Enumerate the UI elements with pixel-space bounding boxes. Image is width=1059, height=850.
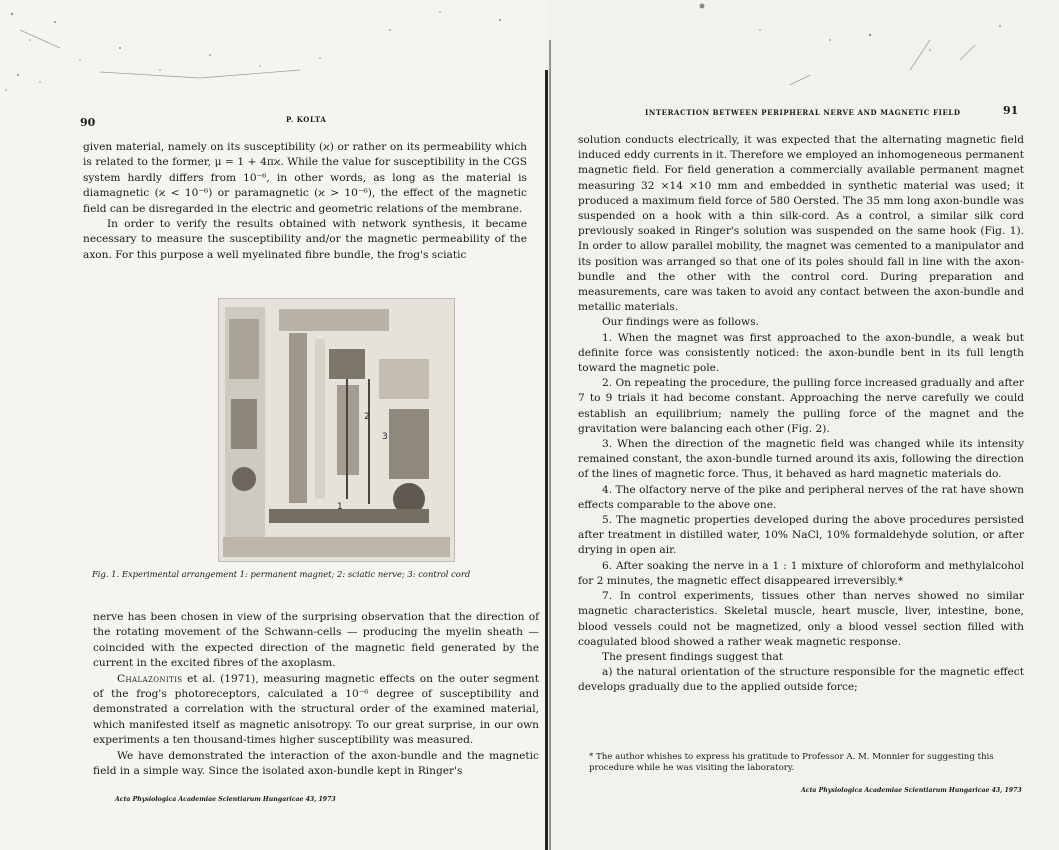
svg-text:2: 2 <box>364 412 370 422</box>
paragraph: In order to verify the results obtained with network synthesis, it became necessary to measure the susceptibility and/or the magnetic permeability of the axon. For this purpose a well myelinated fibre bundle, the frog's sciatic <box>83 218 527 261</box>
book-gutter <box>545 70 548 850</box>
running-head: P. KOLTA <box>286 115 327 124</box>
svg-text:3: 3 <box>382 432 388 442</box>
page-number: 90 <box>80 116 96 129</box>
finding-item: 1. When the magnet was first approached to the axon-bundle, a weak but definite force was consistently noticed: the axon-bundle bent in its full length toward the magnetic pole. <box>578 331 1024 375</box>
finding-item: 4. The olfactory nerve of the pike and peripheral nerves of the rat have shown effects comparable to the above one. <box>578 483 1024 511</box>
running-head: INTERACTION BETWEEN PERIPHERAL NERVE AND MAGNETIC FIELD <box>645 108 961 117</box>
finding-item: 5. The magnetic properties developed during the above procedures persisted after treatment in distilled water, 10% NaCl, 10% formaldehyde solution, or after drying in open air. <box>578 514 1024 557</box>
apparatus-photo-icon <box>219 299 454 561</box>
paragraph: given material, namely on its susceptibility (ϰ) or rather on its permeability which is related to the former, μ = 1 + 4πϰ. While the value for susceptibility in the CGS system hardly differs from 10⁻⁶, in other words, as long as the material is diamagnetic (ϰ < 10⁻⁶) or paramagnetic (ϰ > 10⁻⁶), the effect of the magnetic field can be disregarded in the electric and geometric relations of the membrane. <box>83 141 527 215</box>
finding-item: 6. After soaking the nerve in a 1 : 1 mixture of chloroform and methylalcohol for 2 minutes, the magnetic effect disappeared irreversibly.* <box>578 559 1024 587</box>
cited-author: Chalazonitis <box>117 672 183 685</box>
page-number: 91 <box>1003 104 1019 117</box>
paragraph: solution conducts electrically, it was expected that the alternating magnetic field induced eddy currents in it. Therefore we employed an inhomogeneous permanent magnetic field. For field generation a commercially available permanent magnet measuring 32 ×14 ×10 mm and embedded in synthetic material was used; it produced a maximum field force of 580 Oersted. The 35 mm long axon-bundle was suspended on a hook with a thin silk-cord. As a control, a similar silk cord previously soaked in Ringer's solution was suspended on the same hook (Fig. 1). In order to allow parallel mobility, the magnet was cemented to a manipulator and its position was arranged so that one of its poles should fall in line with the axon-bundle and the other with the control cord. During preparation and measurements, care was taken to avoid any contact between the axon-bundle and metallic materials. <box>578 134 1024 314</box>
finding-item: 3. When the direction of the magnetic field was changed while its intensity remained constant, the axon-bundle turned around its axis, following the direction of the lines of magnetic force. Thus, it behaved as hard magnetic materials do. <box>578 438 1024 481</box>
paragraph: We have demonstrated the interaction of the axon-bundle and the magnetic field in a simple way. Since the isolated axon-bundle kept in Ringer's <box>93 749 539 778</box>
footnote: * The author whishes to express his gratitude to Professor A. M. Monnier for suggesting this procedure while he was visiting the laboratory. <box>589 752 994 773</box>
journal-footer: Acta Physiologica Academiae Scientiarum Hungaricae 43, 1973 <box>801 787 1022 794</box>
paragraph: Chalazonitis et al. (1971), measuring magnetic effects on the outer segment of the frog's photoreceptors, calculated a 10⁻⁶ degree of susceptibility and demonstrated a correlation with the structural order of the examined material, which manifested itself as magnetic anisotropy. To our great surprise, in our own experiments a ten thousand-times higher susceptibility was measured. <box>93 672 539 747</box>
conclusion-item: a) the natural orientation of the structure responsible for the magnetic effect develops gradually due to the applied outside force; <box>578 666 1024 694</box>
paragraph: The present findings suggest that <box>602 650 784 663</box>
right-page <box>551 0 1059 850</box>
body-text <box>578 133 1024 696</box>
journal-footer: Acta Physiologica Academiae Scientiarum Hungaricae 43, 1973 <box>115 796 336 803</box>
paragraph: nerve has been chosen in view of the surprising observation that the direction of the rotating movement of the Schwann-cells — producing the myelin sheath — coincided with the expected direction of the magnetic field generated by the current in the excited fibres of the axoplasm. <box>93 611 539 670</box>
paragraph: Our findings were as follows. <box>602 316 759 329</box>
figure-photograph <box>218 298 455 562</box>
figure-caption: Fig. 1. Experimental arrangement 1: permanent magnet; 2: sciatic nerve; 3: control cord <box>92 569 471 579</box>
svg-text:1: 1 <box>337 502 343 512</box>
finding-item: 2. On repeating the procedure, the pulling force increased gradually and after 7 to 9 trials it had become constant. Approaching the nerve carefully we could establish an equilibrium; namely the pulling force of the magnet and the gravitation were balancing each other (Fig. 2). <box>578 377 1024 435</box>
book-gutter-shadow <box>549 40 551 850</box>
finding-item: 7. In control experiments, tissues other than nerves showed no similar magnetic characteristics. Skeletal muscle, heart muscle, liver, intestine, bone, blood vessels could not be magnetized, only a blood vessel section filled with coagulated blood showed a rather weak magnetic response. <box>578 590 1024 648</box>
body-text-bottom <box>93 610 539 779</box>
body-text-top <box>83 140 527 263</box>
